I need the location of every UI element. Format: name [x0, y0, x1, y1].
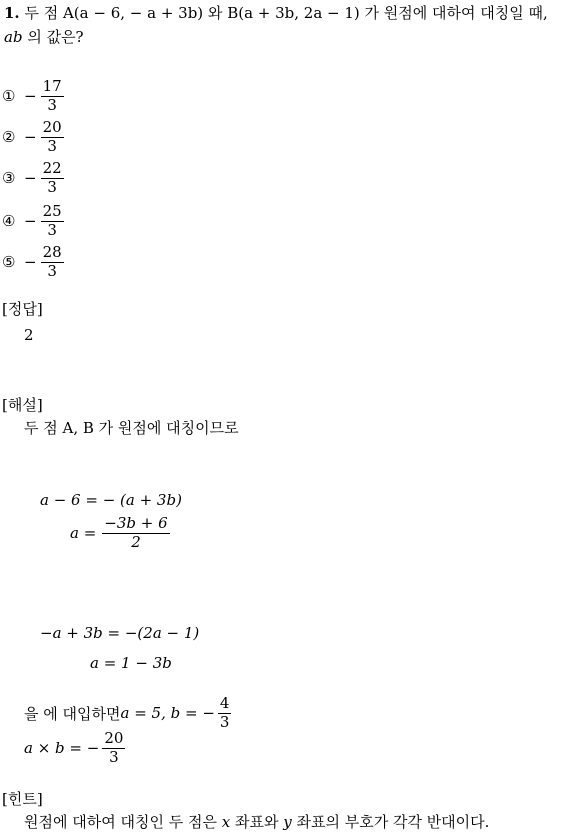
choice-fraction: [41, 161, 64, 196]
substitution-line: [24, 696, 231, 731]
choice-mark: ④: [2, 212, 16, 231]
answer-value: 2: [24, 326, 34, 344]
equation-1: a − 6 = − (a + 3b): [40, 491, 182, 509]
hint-text: [24, 811, 489, 832]
question-line1: [4, 2, 548, 23]
choice-fraction: [41, 245, 64, 280]
choice-mark: ③: [2, 169, 16, 188]
fraction-numerator: 4: [219, 694, 230, 712]
choice-sign: −: [24, 253, 37, 272]
equation-3: −a + 3b = −(2a − 1): [40, 624, 200, 642]
choice-sign: −: [24, 212, 37, 231]
equation-2-left: a =: [70, 524, 97, 543]
result-math: a × b = −: [24, 739, 100, 758]
question-text-end: 의 값은?: [22, 28, 84, 46]
choice-fraction: [41, 120, 64, 155]
equation-2: [70, 516, 170, 551]
choice-5[interactable]: [2, 245, 64, 280]
fraction-denominator: 3: [47, 95, 57, 114]
equation-2-fraction: [102, 516, 169, 551]
question-text: 두 점 A(a − 6, − a + 3b) 와 B(a + 3b, 2a − 1) 가 원점에 대하여 대칭일 때,: [24, 4, 548, 22]
fraction-denominator: 3: [47, 220, 57, 239]
explanation-label: [해설]: [2, 396, 43, 414]
choice-sign: −: [24, 128, 37, 147]
explanation-intro: 두 점 A, B 가 원점에 대칭이므로: [24, 419, 239, 437]
fraction-numerator: 25: [42, 202, 62, 220]
choice-mark: ①: [2, 87, 16, 106]
hint-label: [힌트]: [2, 790, 43, 808]
fraction-numerator: −3b + 6: [104, 514, 168, 532]
choice-mark: ②: [2, 128, 16, 147]
fraction-numerator: 20: [104, 729, 124, 747]
substitution-fraction: [218, 696, 232, 731]
choice-sign: −: [24, 169, 37, 188]
choice-fraction: [41, 204, 64, 239]
hint-text-c: 좌표의 부호가 각각 반대이다.: [291, 813, 490, 831]
choice-2[interactable]: [2, 120, 64, 155]
result-fraction: [102, 731, 125, 766]
choice-3[interactable]: [2, 161, 64, 196]
choice-fraction: [41, 79, 64, 114]
substitution-text: 을 에 대입하면: [24, 704, 121, 723]
fraction-denominator: 3: [109, 747, 119, 766]
fraction-denominator: 3: [47, 261, 57, 280]
substitution-math: a = 5, b = −: [120, 704, 215, 723]
question-variable: ab: [4, 28, 23, 46]
choice-mark: ⑤: [2, 253, 16, 272]
fraction-numerator: 17: [42, 77, 62, 95]
fraction-numerator: 28: [42, 243, 62, 261]
question-number: 1.: [4, 4, 20, 22]
hint-text-b: 좌표와: [230, 813, 284, 831]
choice-sign: −: [24, 87, 37, 106]
fraction-numerator: 22: [42, 159, 62, 177]
fraction-denominator: 3: [47, 177, 57, 196]
fraction-denominator: 2: [131, 532, 141, 551]
fraction-denominator: 3: [47, 136, 57, 155]
question-line2: [4, 26, 84, 47]
fraction-numerator: 20: [42, 118, 62, 136]
result-line: [24, 731, 125, 766]
equation-4: a = 1 − 3b: [90, 654, 172, 672]
hint-text-a: 원점에 대하여 대칭인 두 점은: [24, 813, 222, 831]
hint-y-variable: y: [283, 813, 292, 831]
answer-label: [정답]: [2, 300, 43, 318]
hint-x-variable: x: [221, 813, 231, 831]
choice-4[interactable]: [2, 204, 64, 239]
fraction-denominator: 3: [219, 712, 230, 731]
choice-1[interactable]: [2, 79, 64, 114]
